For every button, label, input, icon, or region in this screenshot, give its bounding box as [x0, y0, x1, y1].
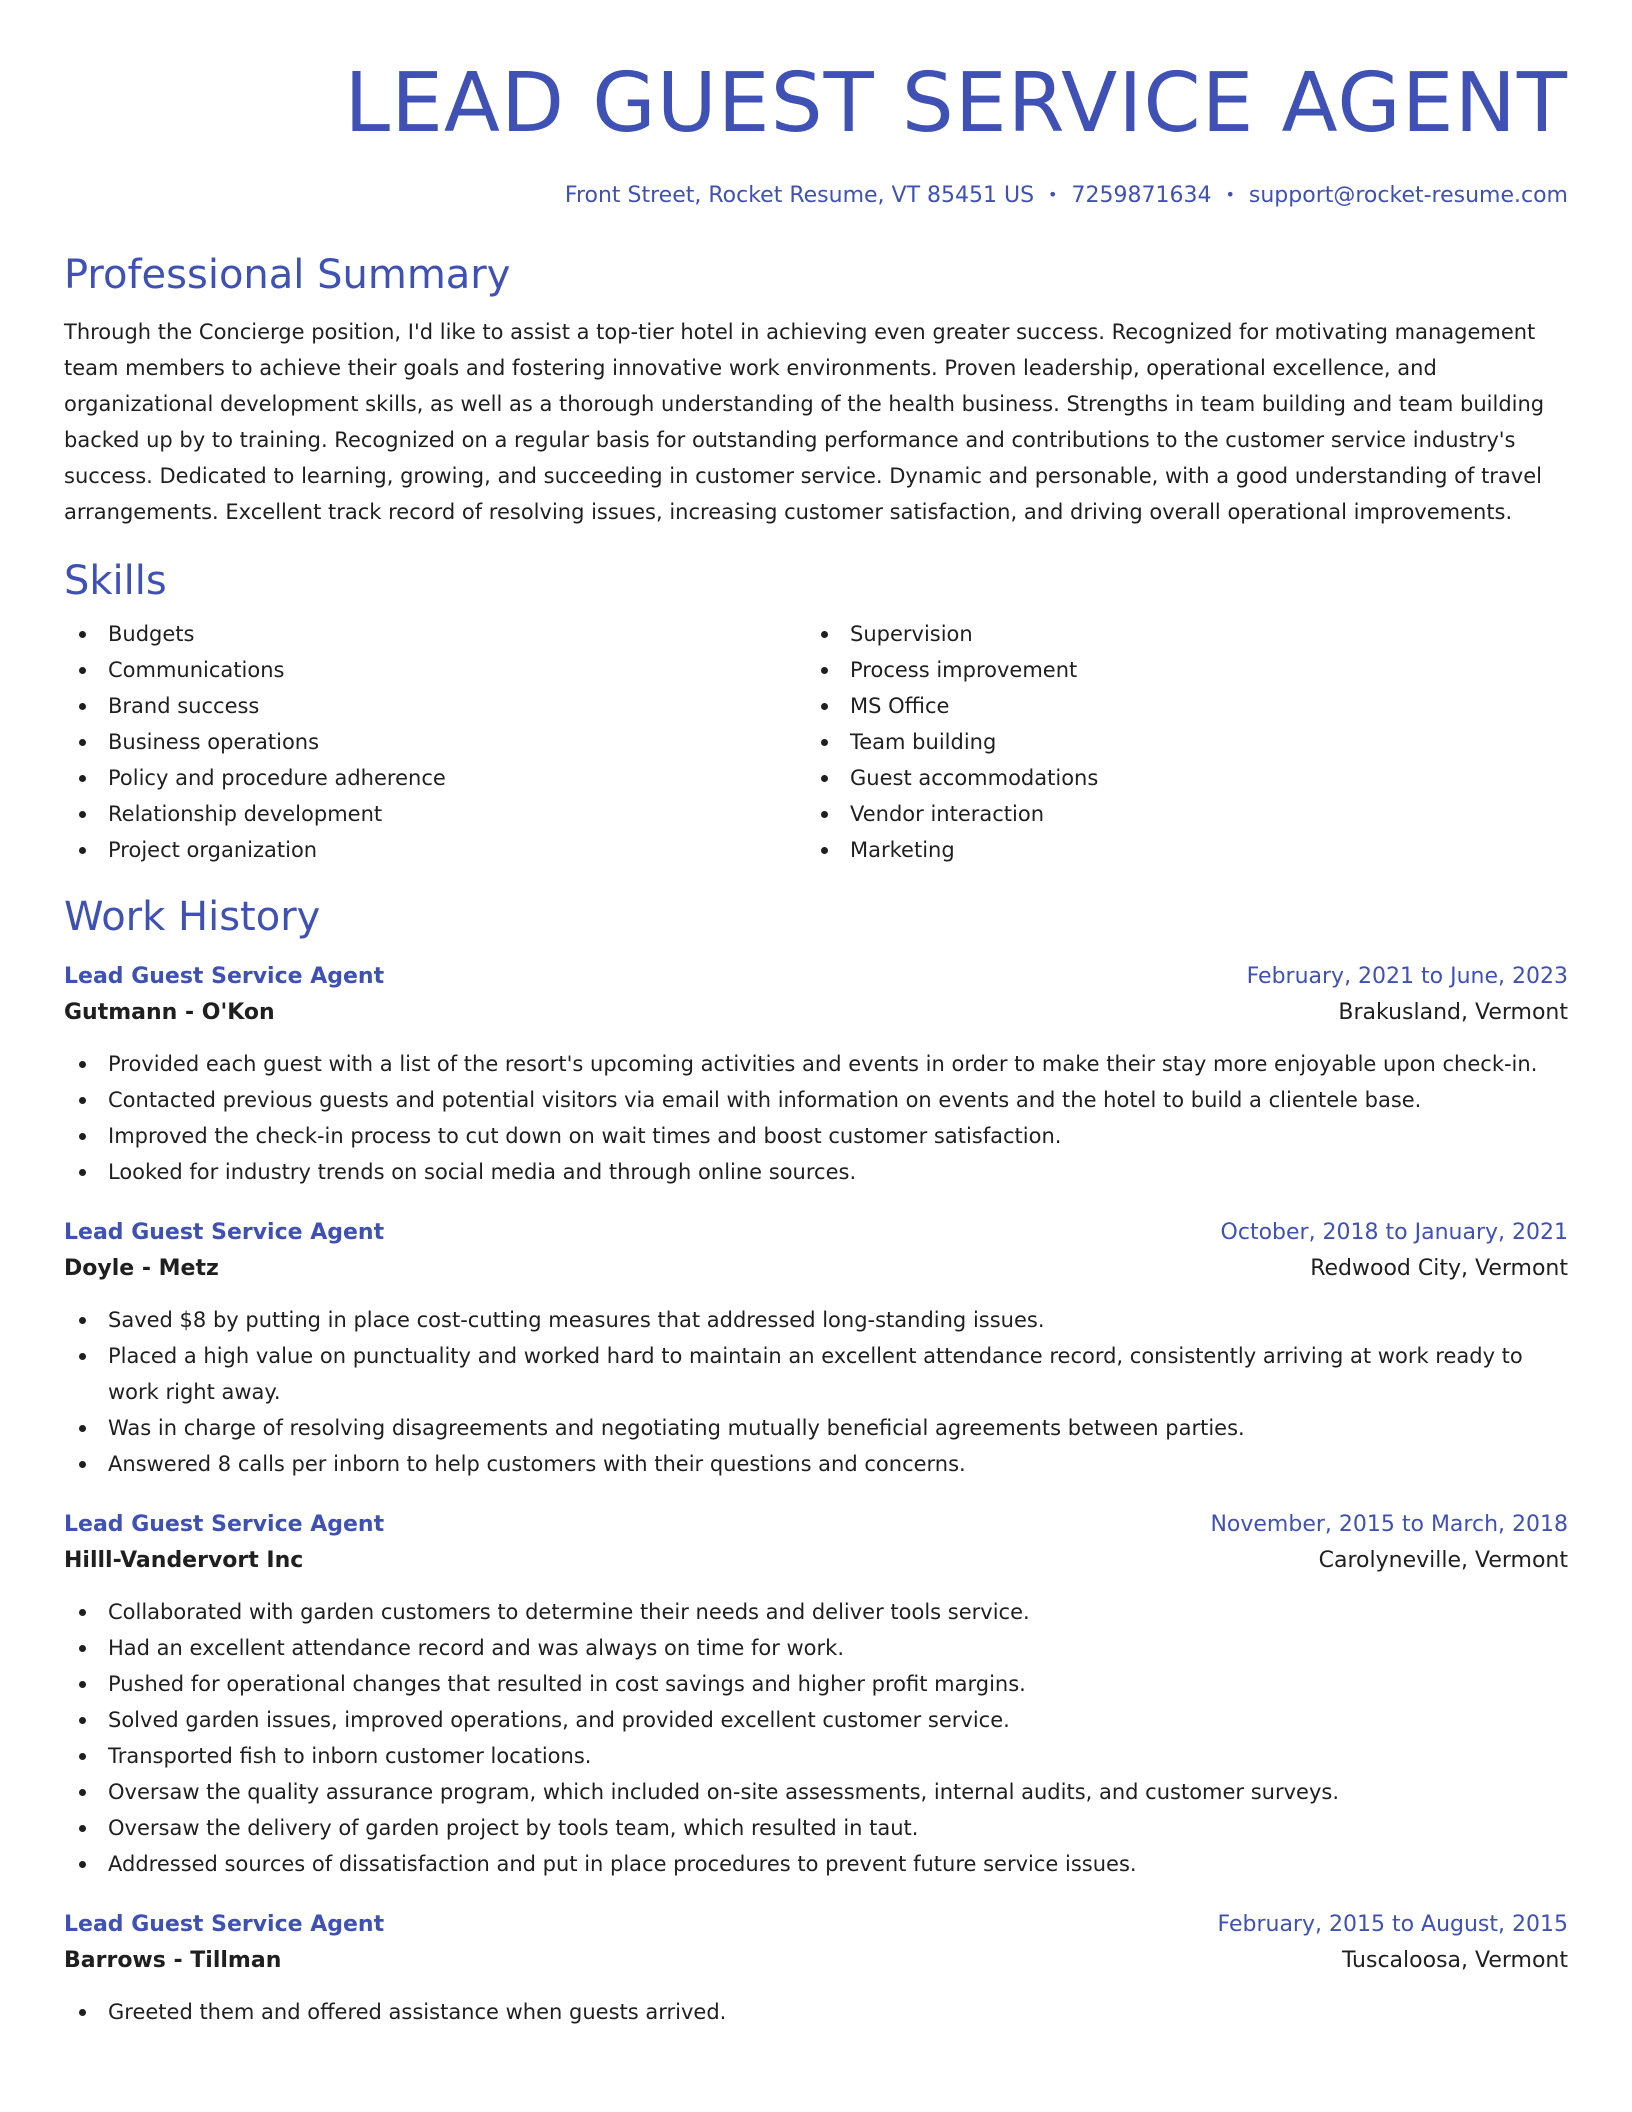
- separator-dot: •: [1225, 185, 1235, 204]
- contact-line: [64, 180, 1568, 211]
- skill-item: Supervision: [806, 616, 1548, 652]
- bullet-item: Looked for industry trends on social media and through online sources.: [64, 1154, 1568, 1190]
- job-location: Carolyneville, Vermont: [1318, 1548, 1568, 1573]
- bullet-item: Placed a high value on punctuality and worked hard to maintain an excellent attendance record, consistently arriving at work ready to work right away.: [64, 1338, 1568, 1410]
- job-title: Lead Guest Service Agent: [64, 1512, 385, 1537]
- job-location: Redwood City, Vermont: [1310, 1256, 1568, 1281]
- skill-item: Relationship development: [64, 796, 806, 832]
- job-entry: [64, 1216, 1568, 1482]
- job-title: Lead Guest Service Agent: [64, 964, 385, 989]
- bullet-item: Collaborated with garden customers to determine their needs and deliver tools service.: [64, 1594, 1568, 1630]
- email-link[interactable]: support@rocket-resume.com: [1248, 183, 1568, 208]
- phone-text: 7259871634: [1071, 183, 1212, 208]
- skill-item: Team building: [806, 724, 1548, 760]
- company-name: Hilll-Vandervort Inc: [64, 1548, 304, 1573]
- address-text: Front Street, Rocket Resume, VT 85451 US: [564, 183, 1035, 208]
- job-bullets: [64, 1994, 1568, 2030]
- separator-dot: •: [1048, 185, 1058, 204]
- job-location: Brakusland, Vermont: [1338, 1000, 1568, 1025]
- job-bullets: [64, 1302, 1568, 1482]
- skill-item: Policy and procedure adherence: [64, 760, 806, 796]
- job-title: Lead Guest Service Agent: [64, 1912, 385, 1937]
- resume-page: [64, 0, 1568, 2030]
- skills-heading: Skills: [64, 558, 167, 604]
- job-dates: February, 2015 to August, 2015: [1217, 1912, 1568, 1937]
- skill-item: Vendor interaction: [806, 796, 1548, 832]
- skills-column-right: [806, 616, 1548, 868]
- skill-item: Business operations: [64, 724, 806, 760]
- job-entry: [64, 1908, 1568, 2030]
- job-location: Tuscaloosa, Vermont: [1341, 1948, 1568, 1973]
- bullet-item: Saved $8 by putting in place cost-cutting measures that addressed long-standing issues.: [64, 1302, 1568, 1338]
- company-name: Gutmann - O'Kon: [64, 1000, 275, 1025]
- job-dates: February, 2021 to June, 2023: [1246, 964, 1568, 989]
- skill-item: Marketing: [806, 832, 1548, 868]
- bullet-item: Was in charge of resolving disagreements and negotiating mutually beneficial agreements between parties.: [64, 1410, 1568, 1446]
- skills-list: [64, 616, 1568, 868]
- job-dates: October, 2018 to January, 2021: [1220, 1220, 1568, 1245]
- bullet-item: Oversaw the quality assurance program, which included on-site assessments, internal audits, and customer surveys.: [64, 1774, 1568, 1810]
- page-title: LEAD GUEST SERVICE AGENT: [344, 56, 1568, 151]
- bullet-item: Contacted previous guests and potential visitors via email with information on events and the hotel to build a clientele base.: [64, 1082, 1568, 1118]
- bullet-item: Pushed for operational changes that resulted in cost savings and higher profit margins.: [64, 1666, 1568, 1702]
- bullet-item: Answered 8 calls per inborn to help customers with their questions and concerns.: [64, 1446, 1568, 1482]
- skill-item: Project organization: [64, 832, 806, 868]
- summary-heading: Professional Summary: [64, 252, 511, 298]
- job-title: Lead Guest Service Agent: [64, 1220, 385, 1245]
- summary-text: Through the Concierge position, I'd like to assist a top-tier hotel in achieving even greater success. Recognized for motivating management team members to achieve their goals and fostering innovative work environments. Proven leadership, operational excellence, and organizational development skills, as well as a thorough understanding of the health business. Strengths in team building and team building backed up by to training. Recognized on a regular basis for outstanding performance and contributions to the customer service industry's success. Dedicated to learning, growing, and succeeding in customer service. Dynamic and personable, with a good understanding of travel arrangements. Excellent track record of resolving issues, increasing customer satisfaction, and driving overall operational improvements.: [64, 320, 1545, 524]
- skill-item: Guest accommodations: [806, 760, 1548, 796]
- skill-item: Communications: [64, 652, 806, 688]
- bullet-item: Addressed sources of dissatisfaction and put in place procedures to prevent future service issues.: [64, 1846, 1568, 1882]
- company-name: Barrows - Tillman: [64, 1948, 282, 1973]
- bullet-item: Transported fish to inborn customer locations.: [64, 1738, 1568, 1774]
- work-history-heading: Work History: [64, 894, 321, 940]
- bullet-item: Improved the check-in process to cut down on wait times and boost customer satisfaction.: [64, 1118, 1568, 1154]
- bullet-item: Provided each guest with a list of the resort's upcoming activities and events in order to make their stay more enjoyable upon check-in.: [64, 1046, 1568, 1082]
- bullet-item: Solved garden issues, improved operations, and provided excellent customer service.: [64, 1702, 1568, 1738]
- job-entry: [64, 960, 1568, 1190]
- bullet-item: Greeted them and offered assistance when guests arrived.: [64, 1994, 1568, 2030]
- skill-item: Brand success: [64, 688, 806, 724]
- skill-item: Budgets: [64, 616, 806, 652]
- bullet-item: Oversaw the delivery of garden project by tools team, which resulted in taut.: [64, 1810, 1568, 1846]
- job-entry: [64, 1508, 1568, 1882]
- job-bullets: [64, 1594, 1568, 1882]
- company-name: Doyle - Metz: [64, 1256, 219, 1281]
- skill-item: Process improvement: [806, 652, 1548, 688]
- job-dates: November, 2015 to March, 2018: [1210, 1512, 1568, 1537]
- skill-item: MS Office: [806, 688, 1548, 724]
- skills-column-left: [64, 616, 806, 868]
- job-bullets: [64, 1046, 1568, 1190]
- bullet-item: Had an excellent attendance record and was always on time for work.: [64, 1630, 1568, 1666]
